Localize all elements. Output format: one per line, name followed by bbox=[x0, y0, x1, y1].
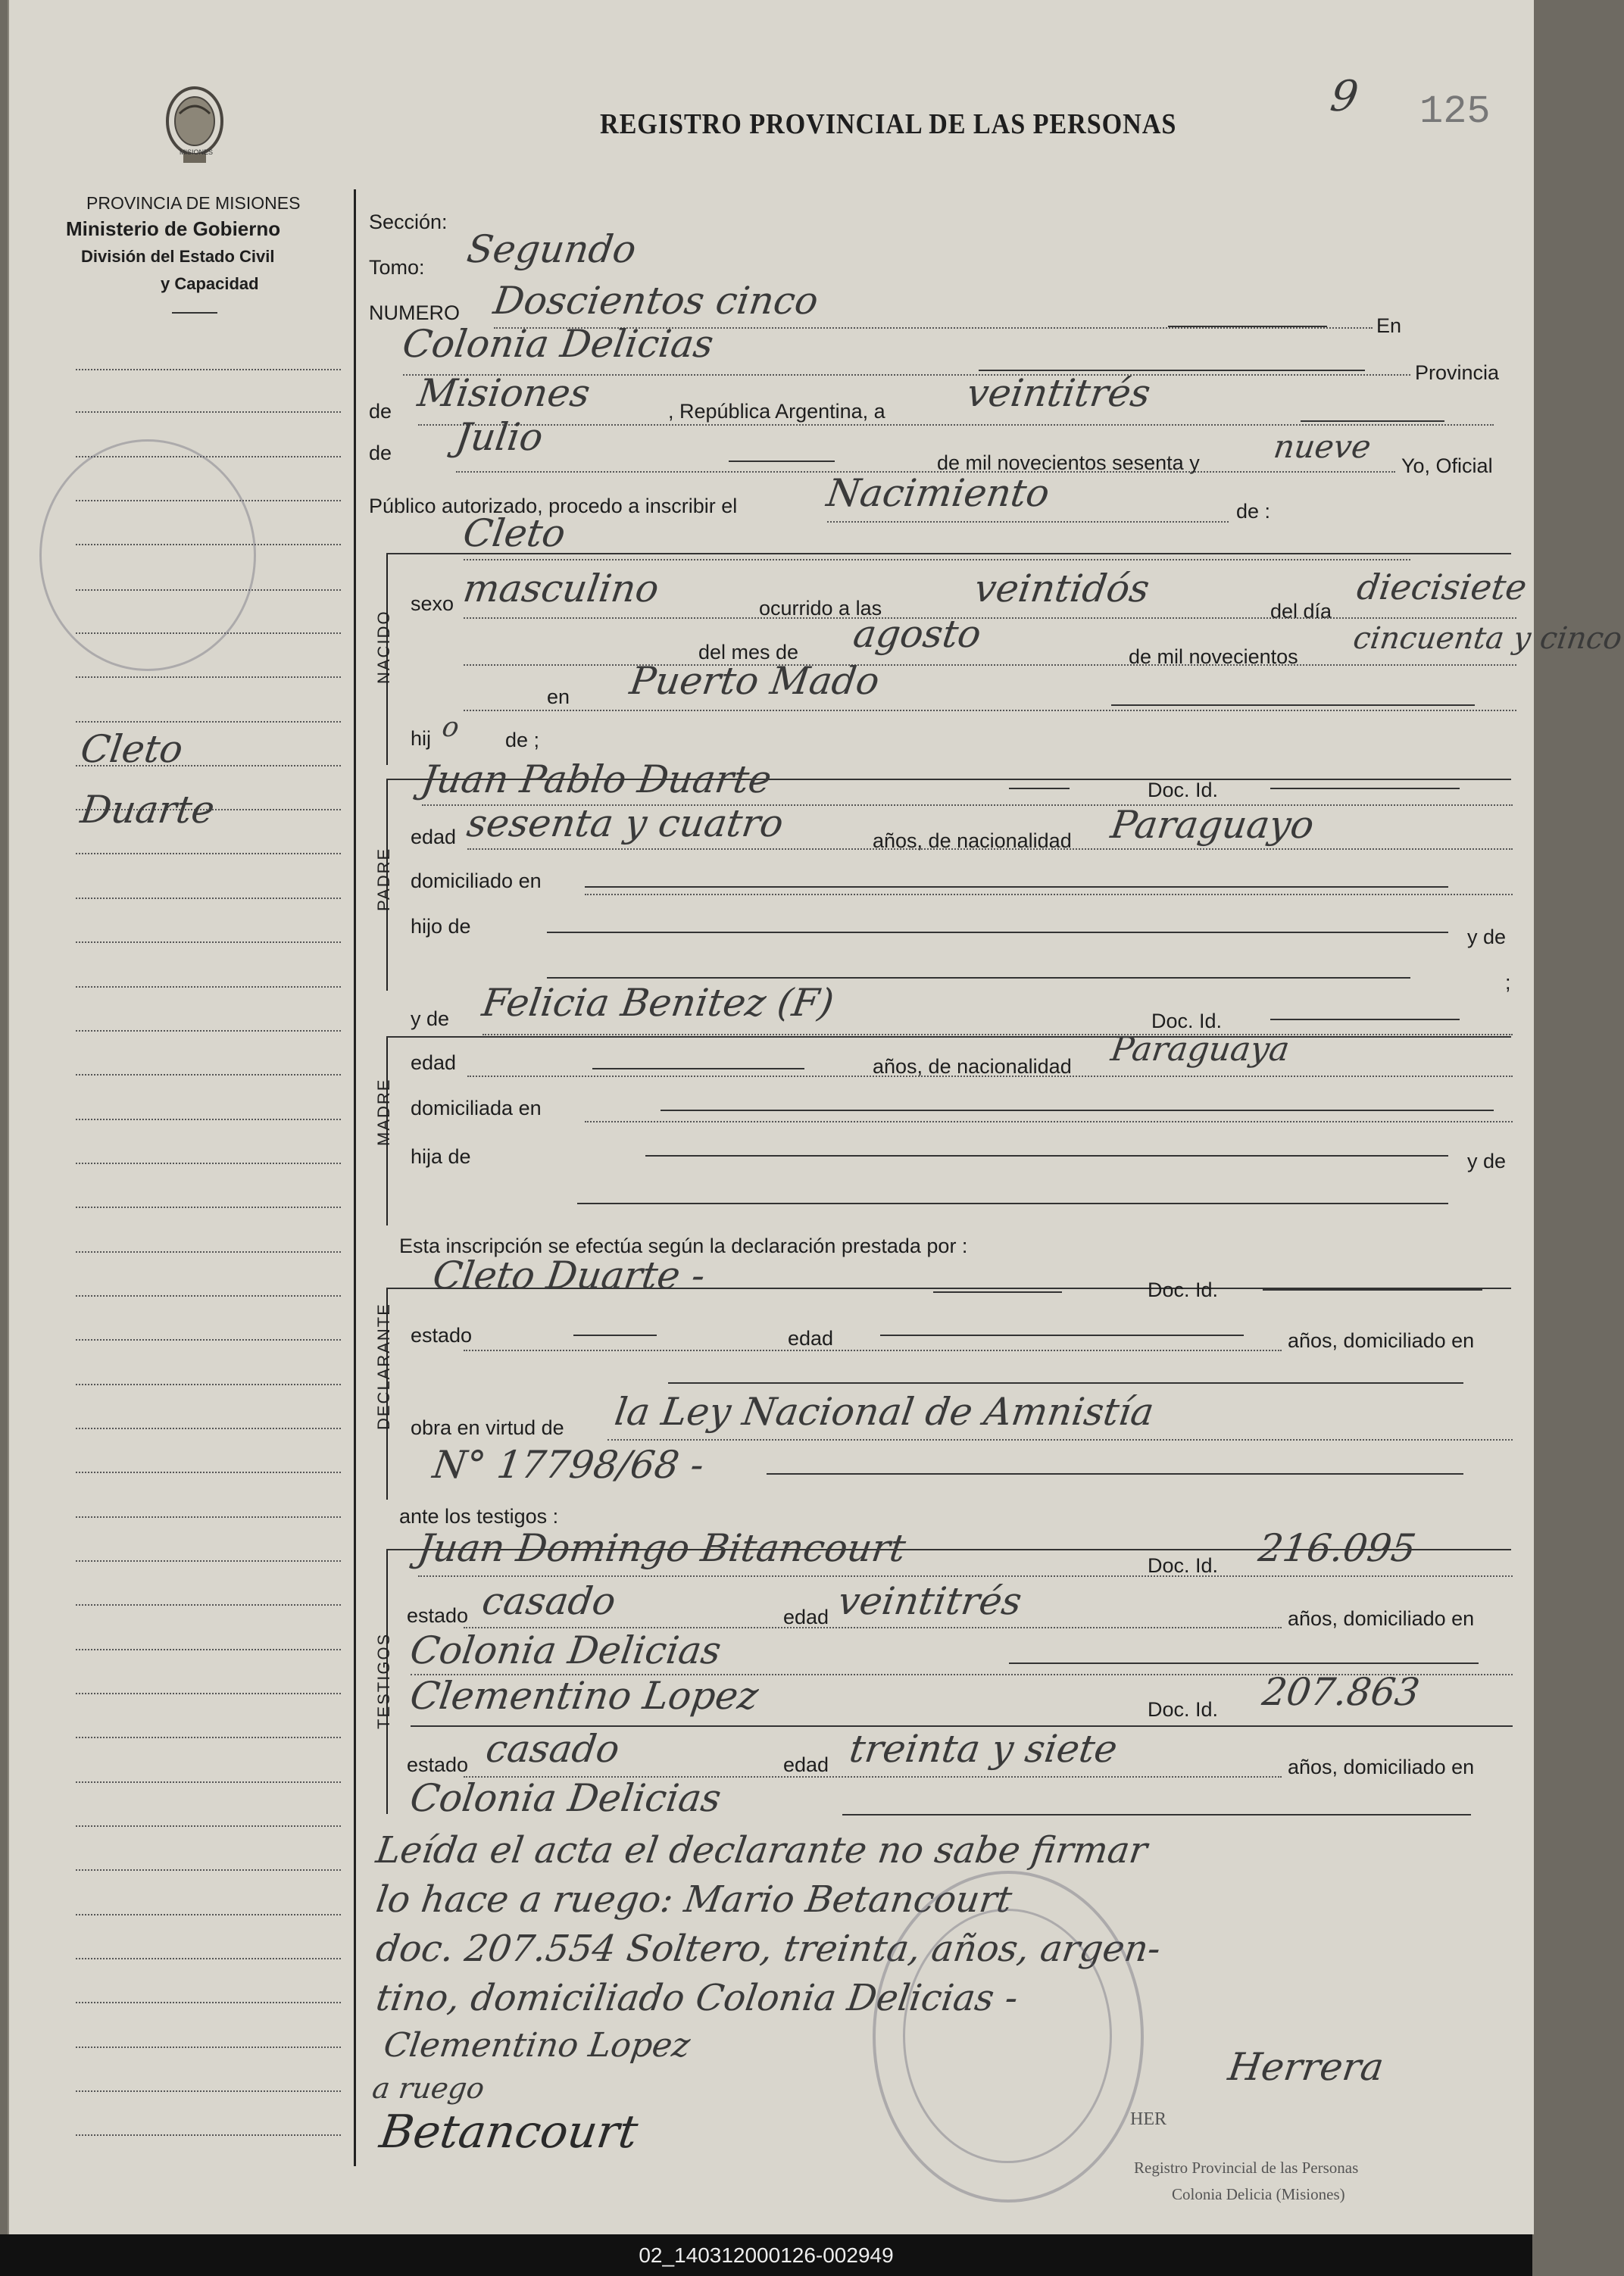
nombre-value: Cleto bbox=[460, 511, 569, 555]
madre-y-de-label: y de bbox=[411, 1007, 450, 1030]
fill-line bbox=[547, 977, 1410, 979]
province-label: PROVINCIA DE MISIONES bbox=[86, 193, 301, 213]
nota-line-4: tino, domiciliado Colonia Delicias - bbox=[373, 1977, 1021, 2019]
form-border-left bbox=[354, 189, 356, 2166]
hij-label: hij bbox=[411, 727, 432, 750]
firma-oficial: Herrera bbox=[1225, 2045, 1387, 2089]
testigo2-edad-label: edad bbox=[783, 1753, 829, 1776]
division-label: División del Estado Civil bbox=[81, 247, 275, 266]
testigo1-estado-label: estado bbox=[407, 1604, 469, 1627]
provincia-value: Misiones bbox=[414, 371, 593, 415]
de-mil-nov-label: de mil novecientos bbox=[1129, 645, 1298, 668]
margin-line bbox=[76, 1693, 341, 1694]
madre-anios-label: años, de nacionalidad bbox=[873, 1055, 1072, 1078]
margin-line bbox=[76, 411, 341, 413]
firma-a-ruego: a ruego bbox=[370, 2072, 487, 2105]
declarante-section-label: DECLARANTE bbox=[374, 1303, 393, 1430]
testigo2-anios-label: años, domiciliado en bbox=[1288, 1756, 1475, 1778]
tomo-label: Tomo: bbox=[369, 256, 425, 279]
madre-y-de-label-2: y de bbox=[1467, 1150, 1507, 1172]
entry-line bbox=[464, 664, 1516, 666]
nota-line-2: lo hace a ruego: Mario Betancourt bbox=[373, 1878, 1015, 1921]
margin-line bbox=[76, 1295, 341, 1297]
margin-name-last: Duarte bbox=[77, 788, 217, 832]
sello-registro: Registro Provincial de las Personas bbox=[1134, 2159, 1359, 2177]
image-caption: 02_140312000126-002949 bbox=[0, 2234, 1532, 2276]
de-colon-label: de : bbox=[1236, 500, 1271, 523]
margin-line bbox=[76, 1251, 341, 1253]
padre-section-label: PADRE bbox=[374, 847, 393, 911]
del-mes-label: del mes de bbox=[698, 641, 799, 663]
fill-line bbox=[767, 1473, 1463, 1475]
de-semi-label: de ; bbox=[505, 729, 540, 751]
page-number: 125 bbox=[1419, 89, 1491, 134]
padre-nac-value: Paraguayo bbox=[1107, 803, 1317, 847]
margin-line bbox=[76, 1869, 341, 1871]
margin-line bbox=[76, 2002, 341, 2003]
testigo2-doc-value: 207.863 bbox=[1259, 1670, 1423, 1714]
seal-text: MISIONES bbox=[180, 148, 214, 156]
entry-line bbox=[483, 1034, 1513, 1035]
madre-hija-label: hija de bbox=[411, 1145, 471, 1168]
declarante-anios-label: años, domiciliado en bbox=[1288, 1329, 1475, 1352]
testigo2-estado-value: casado bbox=[483, 1727, 623, 1771]
margin-line bbox=[76, 898, 341, 899]
sexo-label: sexo bbox=[411, 592, 454, 615]
margin-line bbox=[76, 941, 341, 943]
madre-dom-label: domiciliada en bbox=[411, 1097, 542, 1119]
de-label: de bbox=[369, 400, 392, 423]
entry-line bbox=[607, 1439, 1513, 1441]
margin-line bbox=[76, 676, 341, 678]
seccion-label: Sección: bbox=[369, 211, 448, 233]
margin-line bbox=[76, 1604, 341, 1606]
corner-mark: 9 bbox=[1327, 72, 1362, 121]
entry-line bbox=[464, 1350, 1282, 1351]
fill-line bbox=[577, 1203, 1448, 1204]
yo-oficial-label: Yo, Oficial bbox=[1401, 454, 1493, 477]
margin-line bbox=[76, 1781, 341, 1783]
del-dia-label: del día bbox=[1270, 600, 1332, 623]
madre-section-label: MADRE bbox=[374, 1078, 393, 1146]
fill-line bbox=[573, 1335, 657, 1336]
margin-line bbox=[76, 1560, 341, 1562]
margin-line bbox=[76, 2134, 341, 2136]
testigo2-doc-label: Doc. Id. bbox=[1148, 1698, 1219, 1721]
fill-line bbox=[1009, 788, 1070, 789]
padre-semicolon: ; bbox=[1505, 971, 1511, 994]
nota-line-3: doc. 207.554 Soltero, treinta, años, argen- bbox=[373, 1928, 1163, 1970]
nacido-section-label: NACIDO bbox=[374, 610, 393, 684]
testigos-section-label: TESTIGOS bbox=[374, 1632, 393, 1729]
margin-line bbox=[76, 1207, 341, 1208]
ante-label: ante los testigos : bbox=[399, 1505, 559, 1528]
numero-value: Doscientos cinco bbox=[490, 279, 821, 323]
mes-value: Julio bbox=[452, 415, 546, 459]
fill-line bbox=[1301, 420, 1444, 422]
capacity-label: y Capacidad bbox=[161, 274, 259, 293]
padre-doc-label: Doc. Id. bbox=[1148, 779, 1219, 801]
fill-line bbox=[1111, 704, 1475, 706]
obra-label: obra en virtud de bbox=[411, 1416, 564, 1439]
margin-line bbox=[76, 853, 341, 854]
margin-line bbox=[76, 1472, 341, 1473]
testigo1-estado-value: casado bbox=[479, 1579, 619, 1623]
testigo2-estado-label: estado bbox=[407, 1753, 469, 1776]
margin-line bbox=[76, 1119, 341, 1120]
margin-line bbox=[76, 1516, 341, 1518]
coat-of-arms-icon bbox=[161, 80, 229, 170]
ocurrido-label: ocurrido a las bbox=[759, 597, 882, 620]
lugar-nac-value: Puerto Mado bbox=[626, 659, 882, 703]
testigo1-anios-label: años, domiciliado en bbox=[1288, 1607, 1475, 1630]
page-title: REGISTRO PROVINCIAL DE LAS PERSONAS bbox=[600, 108, 1177, 140]
header-divider bbox=[172, 312, 217, 314]
margin-line bbox=[76, 2090, 341, 2092]
section-top bbox=[386, 1036, 1511, 1038]
fill-line bbox=[1263, 1289, 1482, 1291]
fill-line bbox=[585, 886, 1448, 888]
margin-line bbox=[76, 1074, 341, 1076]
entry-line bbox=[467, 1076, 1513, 1077]
padre-y-de-label: y de bbox=[1467, 926, 1507, 948]
fill-line bbox=[668, 1382, 1463, 1384]
margin-line bbox=[76, 369, 341, 370]
testigo1-dom-value: Colonia Delicias bbox=[407, 1628, 724, 1672]
faint-stamp bbox=[39, 439, 256, 671]
declarante-estado-label: estado bbox=[411, 1324, 473, 1347]
de-label-2: de bbox=[369, 442, 392, 464]
padre-edad-label: edad bbox=[411, 826, 457, 848]
fill-line bbox=[592, 1068, 804, 1069]
en-nac-label: en bbox=[547, 685, 570, 708]
fill-line bbox=[842, 1814, 1471, 1815]
margin-line bbox=[76, 1958, 341, 1959]
testigo1-edad-label: edad bbox=[783, 1606, 829, 1628]
anio-nac-value: cincuenta y cinco bbox=[1351, 621, 1624, 656]
sello-her: HER bbox=[1130, 2109, 1166, 2129]
declarante-doc-label: Doc. Id. bbox=[1148, 1278, 1219, 1301]
padre-edad-value: sesenta y cuatro bbox=[464, 801, 786, 845]
obra-value-2: N° 17798/68 - bbox=[429, 1443, 707, 1487]
entry-line bbox=[464, 710, 1516, 711]
madre-nac-value: Paraguaya bbox=[1108, 1030, 1292, 1069]
provincia-label: Provincia bbox=[1415, 361, 1500, 384]
testigo2-edad-value: treinta y siete bbox=[846, 1727, 1120, 1771]
anio-value: nueve bbox=[1271, 428, 1373, 465]
dia-value: veintitrés bbox=[963, 371, 1154, 415]
testigo1-edad-value: veintitrés bbox=[835, 1579, 1025, 1623]
hora-value: veintidós bbox=[971, 567, 1152, 610]
acto-value: Nacimiento bbox=[823, 471, 1053, 515]
margin-line bbox=[76, 1384, 341, 1385]
margin-line bbox=[76, 986, 341, 988]
entry-line bbox=[827, 521, 1229, 523]
margin-line bbox=[76, 1428, 341, 1429]
margin-line bbox=[76, 1914, 341, 1915]
republica-label: , República Argentina, a bbox=[668, 400, 885, 423]
entry-line bbox=[585, 894, 1513, 895]
fill-line bbox=[1009, 1663, 1479, 1664]
de-mil-label: de mil novecientos sesenta y bbox=[937, 451, 1200, 474]
tomo-value: Segundo bbox=[464, 227, 639, 271]
inscripcion-label: Esta inscripción se efectúa según la declaración prestada por : bbox=[399, 1235, 968, 1257]
entry-line bbox=[418, 1575, 1513, 1577]
fill-line bbox=[547, 932, 1448, 933]
margin-line bbox=[76, 1030, 341, 1032]
en-label: En bbox=[1376, 314, 1402, 337]
numero-label: NUMERO bbox=[369, 301, 460, 324]
margin-line bbox=[76, 1825, 341, 1827]
padre-dom-label: domiciliado en bbox=[411, 870, 542, 892]
madre-value: Felicia Benitez (F) bbox=[479, 981, 837, 1025]
testigo2-dom-value: Colonia Delicias bbox=[407, 1776, 724, 1820]
entry-line bbox=[464, 559, 1410, 560]
sexo-value: masculino bbox=[460, 567, 662, 610]
fill-line bbox=[645, 1155, 1448, 1157]
entry-line bbox=[464, 617, 1516, 619]
publico-label: Público autorizado, procedo a inscribir el bbox=[369, 495, 738, 517]
madre-doc-label: Doc. Id. bbox=[1151, 1010, 1223, 1032]
margin-line bbox=[76, 1339, 341, 1341]
fill-line bbox=[1270, 788, 1460, 789]
margin-name-first: Cleto bbox=[77, 727, 186, 771]
declarante-edad-label: edad bbox=[788, 1327, 834, 1350]
register-page bbox=[8, 0, 1624, 2234]
fill-line bbox=[880, 1335, 1244, 1336]
fill-line bbox=[1270, 1019, 1460, 1020]
testigo1-doc-value: 216.095 bbox=[1255, 1526, 1419, 1570]
fill-line bbox=[661, 1110, 1494, 1111]
margin-line bbox=[76, 1649, 341, 1650]
declarante-value: Cleto Duarte - bbox=[429, 1254, 708, 1297]
margin-line bbox=[76, 721, 341, 723]
testigo1-value: Juan Domingo Bitancourt bbox=[414, 1526, 909, 1570]
padre-anios-label: años, de nacionalidad bbox=[873, 829, 1072, 852]
testigo2-value: Clementino Lopez bbox=[407, 1674, 761, 1718]
official-seal-inner bbox=[903, 1909, 1112, 2163]
fill-line bbox=[933, 1291, 1062, 1293]
madre-edad-label: edad bbox=[411, 1051, 457, 1074]
nota-line-1: Leída el acta el declarante no sabe firmar bbox=[373, 1829, 1151, 1872]
dia-nac-value: diecisiete bbox=[1354, 567, 1529, 607]
margin-line bbox=[76, 2047, 341, 2048]
firma-testigo: Clementino Lopez bbox=[381, 2026, 693, 2065]
lugar-value: Colonia Delicias bbox=[399, 322, 717, 366]
padre-hijo-label: hijo de bbox=[411, 915, 471, 938]
sello-colonia: Colonia Delicia (Misiones) bbox=[1172, 2185, 1345, 2203]
padre-value: Juan Pablo Duarte bbox=[418, 757, 775, 801]
ministry-label: Ministerio de Gobierno bbox=[66, 217, 281, 240]
margin-line bbox=[76, 1737, 341, 1738]
fill-line bbox=[729, 461, 835, 462]
mes-nac-value: agosto bbox=[850, 612, 984, 656]
margin-line bbox=[76, 1163, 341, 1164]
testigo1-doc-label: Doc. Id. bbox=[1148, 1554, 1219, 1577]
obra-value-1: la Ley Nacional de Amnistía bbox=[611, 1390, 1157, 1434]
entry-line bbox=[585, 1121, 1513, 1122]
firma-betancourt: Betancourt bbox=[376, 2106, 642, 2159]
entry-line bbox=[418, 424, 1494, 426]
entry-line bbox=[467, 848, 1513, 850]
hij-suffix: o bbox=[440, 712, 461, 743]
